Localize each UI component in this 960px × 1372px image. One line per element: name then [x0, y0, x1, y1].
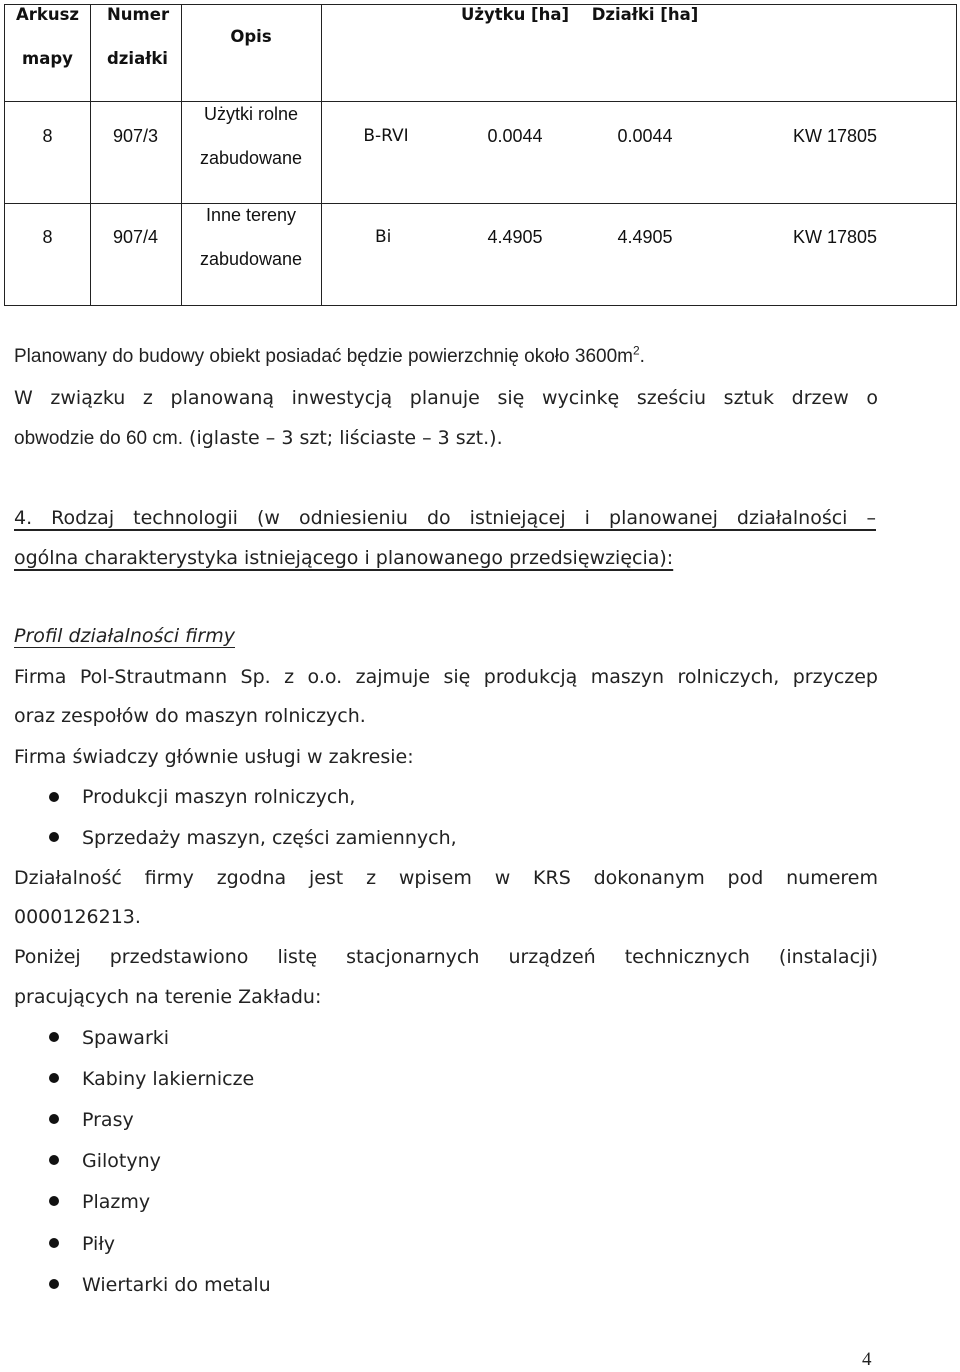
row1-arkusz: 8	[42, 126, 53, 146]
bullet-icon	[49, 1279, 59, 1289]
header-dzialki: Działki [ha]	[591, 5, 699, 24]
bullet-icon	[49, 1114, 59, 1124]
area-paragraph: Planowany do budowy obiekt posiadać będzie powierzchnię około $3600m^2$.	[14, 343, 645, 367]
devices-line1: Poniżej przedstawiono listę stacjonarnych urządzeń technicznych (instalacji)	[14, 946, 878, 968]
bullet-icon	[49, 832, 59, 842]
row1-uzytku: 0.0044	[487, 126, 543, 146]
service-item: Produkcji maszyn rolniczych,	[82, 786, 356, 808]
device-item: Wiertarki do metalu	[82, 1274, 271, 1296]
header-opis: Opis	[230, 27, 272, 46]
services-intro: Firma świadczy głównie usługi w zakresie:	[14, 746, 414, 768]
parcel-table	[4, 4, 957, 306]
row2-numer: 907/4	[112, 227, 159, 247]
row1-kw: KW 17805	[792, 126, 878, 146]
row2-uzytku: 4.4905	[487, 227, 543, 247]
krs-line1: Działalność firmy zgodna jest z wpisem w KRS dokonanym pod numerem	[14, 867, 878, 889]
subheading: Profil działalności firmy	[14, 625, 235, 647]
firm-line2: oraz zespołów do maszyn rolniczych.	[14, 705, 366, 727]
service-item: Sprzedaży maszyn, części zamiennych,	[82, 827, 457, 849]
krs-line2: 0000126213.	[14, 906, 141, 928]
table-divider	[5, 101, 956, 102]
firm-line1: Firma Pol-Strautmann Sp. z o.o. zajmuje się produkcją maszyn rolniczych, przyczep	[14, 666, 878, 688]
table-divider	[321, 5, 322, 305]
header-numer: Numer działki	[107, 5, 170, 68]
device-item: Piły	[82, 1233, 115, 1255]
row1-numer: 907/3	[112, 126, 159, 146]
device-item: Plazmy	[82, 1191, 151, 1213]
bullet-icon	[49, 1238, 59, 1248]
trees-paragraph-line1: W związku z planowaną inwestycją planuje się wycinkę sześciu sztuk drzew o	[14, 387, 878, 409]
bullet-icon	[49, 1073, 59, 1083]
device-item: Prasy	[82, 1109, 134, 1131]
row1-dzialki: 0.0044	[617, 126, 673, 146]
row1-opis: Użytki rolne zabudowane	[199, 104, 303, 168]
row2-opis: Inne tereny zabudowane	[199, 205, 303, 269]
row2-arkusz: 8	[42, 227, 53, 247]
row2-kw: KW 17805	[792, 227, 878, 247]
section-heading-line1: 4. Rodzaj technologii (w odniesieniu do istniejącej i planowanej działalności –	[14, 507, 876, 529]
section-heading-line2: ogólna charakterystyka istniejącego i planowanego przedsięwzięcia):	[14, 547, 674, 569]
device-item: Gilotyny	[82, 1150, 161, 1172]
device-item: Kabiny lakiernicze	[82, 1068, 255, 1090]
header-uzytku: Użytku [ha]	[460, 5, 570, 24]
row2-dzialki: 4.4905	[617, 227, 673, 247]
bullet-icon	[49, 1196, 59, 1206]
bullet-icon	[49, 1155, 59, 1165]
header-arkusz: Arkusz mapy	[15, 5, 80, 68]
row1-klasa: B-RVI	[363, 126, 409, 146]
device-item: Spawarki	[82, 1027, 170, 1049]
bullet-icon	[49, 792, 59, 802]
page-number: 4	[862, 1349, 872, 1370]
table-divider	[5, 203, 956, 204]
bullet-icon	[49, 1032, 59, 1042]
devices-line2: pracujących na terenie Zakładu:	[14, 986, 322, 1008]
trees-paragraph-line2: obwodzie do 60 cm. (iglaste – 3 szt; liściaste – 3 szt.).	[14, 427, 503, 449]
row2-klasa: Bi	[375, 227, 392, 247]
